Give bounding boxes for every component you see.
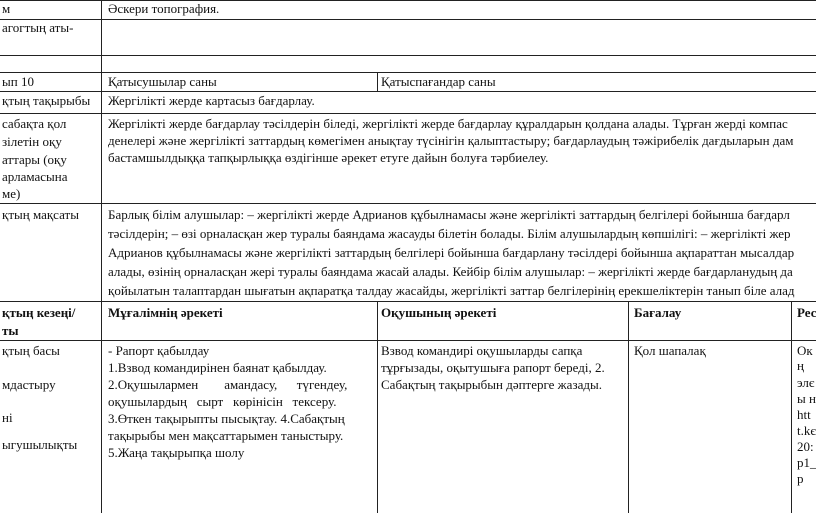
subject-value: Әскери топография. xyxy=(108,1,220,16)
teacher-action-line: оқушылардың сырт көрінісін тексеру. xyxy=(108,394,337,409)
student-action-line: Взвод командирі оқушыларды сапқа xyxy=(381,343,583,358)
class-label: ып 10 xyxy=(2,74,34,89)
goal-text-line: алады, өзінің орналасқан жері туралы баяндама жасай алады. Кейбір білім алушылар: – жергілікті жерде бағдарланудың да xyxy=(108,264,793,279)
header-assessment: Бағалау xyxy=(634,305,682,320)
objectives-text-line: Жергілікті жерде бағдарлау тәсілдерін біледі, жергілікті жерде бағдарлау құралдарын қолдана алады. Тұрған жерді компас xyxy=(108,116,788,131)
goal-text-line: тәсілдерін; – өзі орналасқан жер туралы баяндама жасауды білетін болады. Білім алушылардың көпшілігі: – жергілікті жер xyxy=(108,226,791,241)
objectives-text-line: денелері және жергілікті заттардың көмегімен анықтау түсінігін қалыптастыру; бағдарлаудың тәжірибелік дағдыларын дам xyxy=(108,133,794,148)
resource-line: ң xyxy=(797,358,804,373)
col-line-main xyxy=(101,0,102,513)
col-line-absent xyxy=(377,72,378,91)
stage-label-line: мдастыру xyxy=(2,377,56,392)
assessment-value: Қол шапалақ xyxy=(634,343,706,358)
header-stage-line: ты xyxy=(2,323,19,338)
absent-count-label: Қатыспағандар саны xyxy=(381,74,496,89)
subject-label: м xyxy=(2,1,11,16)
row-line-8 xyxy=(0,340,816,341)
col-line-student xyxy=(377,301,378,513)
objectives-label-line: зілетін оқу xyxy=(2,134,62,149)
row-line-4 xyxy=(0,91,816,92)
teacher-action-line: 5.Жаңа тақырыпқа шолу xyxy=(108,445,245,460)
stage-label-line: ні xyxy=(2,410,13,425)
objectives-label-line: аттары (оқу xyxy=(2,152,67,167)
stage-label-line: қтың басы xyxy=(2,343,60,358)
header-teacher-action: Мұғалімнің әрекеті xyxy=(108,305,223,320)
objectives-label-line: арламасына xyxy=(2,169,68,184)
resource-link-line[interactable]: р xyxy=(797,471,804,486)
resource-link-line[interactable]: htt xyxy=(797,407,811,422)
topic-value: Жергілікті жерде картасыз бағдарлау. xyxy=(108,93,315,108)
col-line-resources xyxy=(791,301,792,513)
row-line-1 xyxy=(0,19,816,20)
resource-line: элє xyxy=(797,375,815,390)
objectives-label-line: сабақта қол xyxy=(2,116,67,131)
row-line-5 xyxy=(0,113,816,114)
topic-label: қтың тақырыбы xyxy=(2,93,91,108)
row-line-6 xyxy=(0,203,816,204)
header-stage-line: қтың кезеңі/ xyxy=(2,305,76,320)
row-line-7 xyxy=(0,301,816,302)
teacher-action-line: 2.Оқушылармен амандасу, түгендеу, xyxy=(108,377,348,392)
teacher-name-label: агогтың аты- xyxy=(2,20,74,35)
resource-link-line[interactable]: t.kє xyxy=(797,423,816,438)
teacher-action-line: 3.Өткен тақырыпты пысықтау. 4.Сабақтың xyxy=(108,411,345,426)
student-action-line: Сабақтың тақырыбын дәптерге жазады. xyxy=(381,377,602,392)
student-action-line: тұрғызады, оқытушыға рапорт береді, 2. xyxy=(381,360,605,375)
resource-line: Ок xyxy=(797,343,813,358)
objectives-text-line: бастамшылдыққа тапқырлыққа өздігінше әрекет етуге дайын болуға тәрбиелеу. xyxy=(108,150,549,165)
resource-line: ы н xyxy=(797,391,816,406)
goal-text-line: қойылатын талаптардан шығатын ақпаратқа талдау жасайды, жергілікті заттар белгілерінің ерекшеліктерін танып біле алад xyxy=(108,283,795,298)
resource-link-line[interactable]: p1_ xyxy=(797,455,816,470)
header-student-action: Оқушының әрекеті xyxy=(381,305,497,320)
row-line-3 xyxy=(0,72,816,73)
goal-text-line: Барлық білім алушылар: – жергілікті жерде Адрианов құбылнамасы және жергілікті заттардың белгілері бойынша бағдарл xyxy=(108,207,790,222)
col-line-assessment xyxy=(628,301,629,513)
teacher-action-line: 1.Взвод командирінен баянат қабылдау. xyxy=(108,360,327,375)
stage-label-line: ыгушылықты xyxy=(2,437,78,452)
goal-text-line: Адрианов құбылнамасы және жергілікті заттардың белгілері бойынша бағдарлану тәсілдері бойынша ақпараттан мысалдар xyxy=(108,245,795,260)
header-resources: Рес xyxy=(797,305,816,320)
objectives-label-line: ме) xyxy=(2,186,21,201)
row-line-2 xyxy=(0,55,816,56)
goal-label: қтың мақсаты xyxy=(2,207,79,222)
present-count-label: Қатысушылар саны xyxy=(108,74,217,89)
resource-link-line[interactable]: 20: xyxy=(797,439,814,454)
teacher-action-line: - Рапорт қабылдау xyxy=(108,343,210,358)
teacher-action-line: тақырыбы мен мақсаттарымен таныстыру. xyxy=(108,428,344,443)
